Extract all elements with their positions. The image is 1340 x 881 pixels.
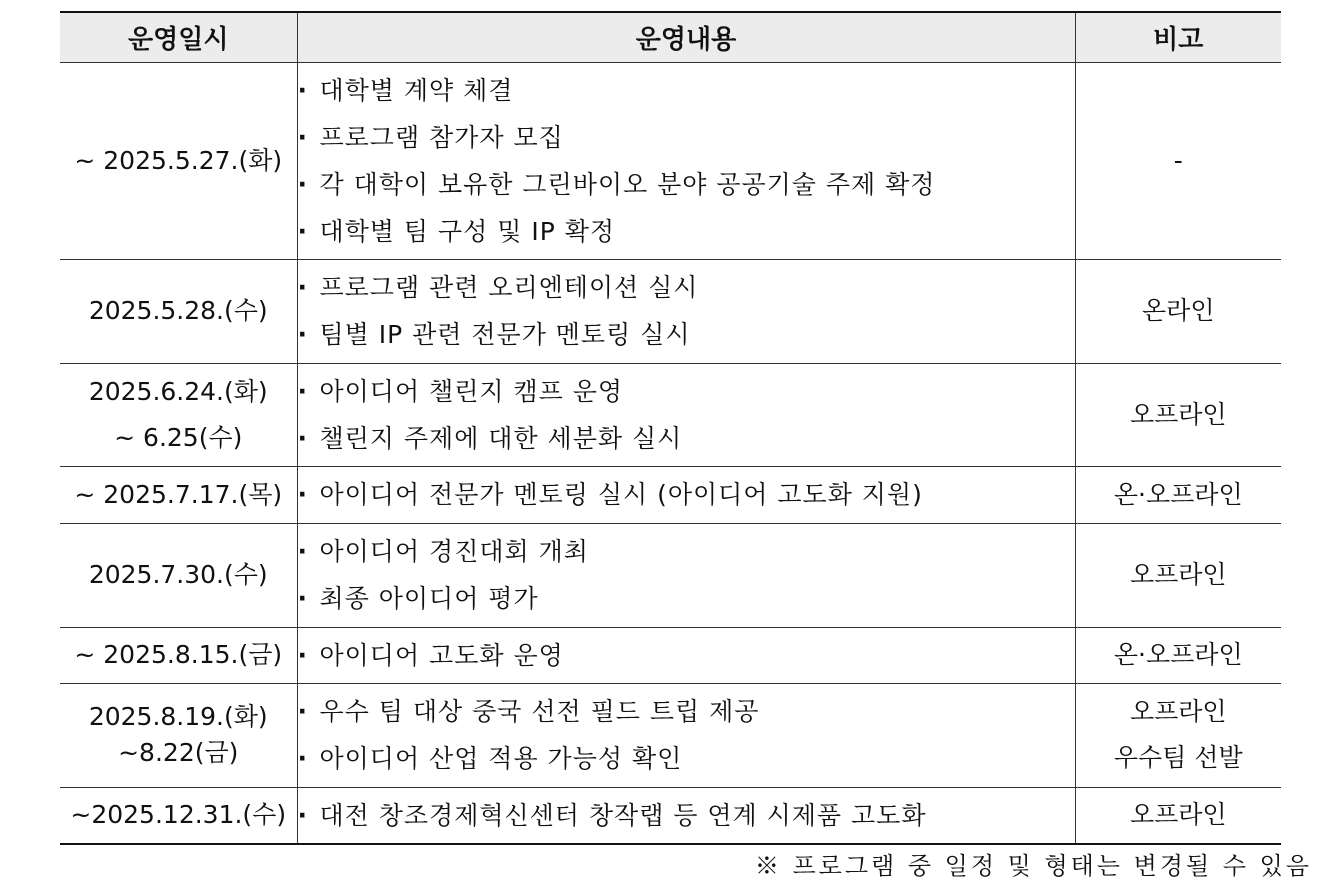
note-cell bbox=[1075, 62, 1281, 259]
note-cell bbox=[1075, 627, 1281, 683]
content-item: · 아이디어 고도화 운영 bbox=[298, 632, 1075, 679]
note-text: 온·오프라인 bbox=[1113, 479, 1243, 509]
bullet: · bbox=[297, 75, 308, 105]
footnote: ※ 프로그램 중 일정 및 형태는 변경될 수 있음 bbox=[754, 852, 1312, 880]
note-text: 오프라인 bbox=[1129, 399, 1227, 429]
content-item: · 대전 창조경제혁신센터 창작랩 등 연계 시제품 고도화 bbox=[298, 792, 1075, 839]
content-cell bbox=[297, 627, 1075, 683]
content-item: · 대학별 계약 체결 bbox=[298, 67, 1075, 114]
note-text: - bbox=[1173, 145, 1183, 175]
content-item: · 아이디어 전문가 멘토링 실시 (아이디어 고도화 지원) bbox=[298, 471, 1075, 518]
note-text: 오프라인 bbox=[1129, 697, 1227, 726]
date-text: ~2025.12.31.(수) bbox=[70, 800, 287, 830]
header-content: 운영내용 bbox=[297, 12, 1075, 62]
note-text: 오프라인 bbox=[1129, 560, 1227, 589]
table-row bbox=[60, 259, 1281, 363]
content-item: · 아이디어 산업 적용 가능성 확인 bbox=[298, 735, 1075, 782]
content-item: · 최종 아이디어 평가 bbox=[298, 575, 1075, 622]
content-item: · 아이디어 경진대회 개최 bbox=[298, 528, 1075, 575]
date-text: 2025.8.19.(화) bbox=[88, 702, 268, 731]
date-cell bbox=[60, 259, 297, 363]
date-cell bbox=[60, 466, 297, 523]
content-cell bbox=[297, 259, 1075, 363]
note-text: 오프라인 bbox=[1129, 800, 1227, 830]
date-text: 2025.7.30.(수) bbox=[88, 560, 268, 589]
note-text: 우수팀 선발 bbox=[1113, 743, 1243, 772]
header-note: 비고 bbox=[1075, 12, 1281, 62]
table-row bbox=[60, 787, 1281, 844]
content-item: · 팀별 IP 관련 전문가 멘토링 실시 bbox=[298, 311, 1075, 358]
date-text: ~ 2025.5.27.(화) bbox=[74, 145, 283, 175]
date-cell bbox=[60, 683, 297, 787]
table-row bbox=[60, 683, 1281, 787]
note-cell bbox=[1075, 683, 1281, 787]
date-text: ~ 6.25(수) bbox=[114, 422, 243, 452]
content-item: · 우수 팀 대상 중국 선전 필드 트립 제공 bbox=[298, 688, 1075, 735]
content-cell bbox=[297, 363, 1075, 466]
note-cell bbox=[1075, 523, 1281, 627]
table-row bbox=[60, 627, 1281, 683]
note-cell bbox=[1075, 787, 1281, 844]
table-row bbox=[60, 363, 1281, 466]
content-cell bbox=[297, 466, 1075, 523]
note-cell bbox=[1075, 259, 1281, 363]
table-row bbox=[60, 62, 1281, 259]
content-item: · 대학별 팀 구성 및 IP 확정 bbox=[298, 208, 1075, 255]
bullet: · bbox=[297, 640, 308, 670]
content-item: · 각 대학이 보유한 그린바이오 분야 공공기술 주제 확정 bbox=[298, 161, 1075, 208]
note-cell bbox=[1075, 363, 1281, 466]
bullet: · bbox=[297, 584, 308, 613]
content-item: · 아이디어 챌린지 캠프 운영 bbox=[298, 368, 1075, 415]
header-row bbox=[60, 12, 1281, 62]
bullet: · bbox=[297, 169, 308, 199]
content-item: · 챌린지 주제에 대한 세분화 실시 bbox=[298, 415, 1075, 462]
note-cell bbox=[1075, 466, 1281, 523]
bullet: · bbox=[297, 122, 308, 152]
content-item: · 프로그램 관련 오리엔테이션 실시 bbox=[298, 264, 1075, 311]
content-cell bbox=[297, 683, 1075, 787]
schedule-table bbox=[60, 11, 1281, 845]
table-row bbox=[60, 523, 1281, 627]
note-text: 온라인 bbox=[1142, 296, 1215, 325]
date-text: ~ 2025.8.15.(금) bbox=[74, 640, 283, 669]
note-text: 온·오프라인 bbox=[1113, 640, 1243, 669]
date-text: 2025.6.24.(화) bbox=[88, 376, 268, 406]
date-cell bbox=[60, 523, 297, 627]
bullet: · bbox=[297, 273, 308, 302]
bullet: · bbox=[297, 744, 308, 773]
bullet: · bbox=[297, 537, 308, 566]
bullet: · bbox=[297, 480, 308, 509]
content-cell bbox=[297, 62, 1075, 259]
bullet: · bbox=[297, 697, 308, 726]
bullet: · bbox=[297, 423, 308, 453]
date-cell bbox=[60, 62, 297, 259]
content-cell bbox=[297, 787, 1075, 844]
bullet: · bbox=[297, 800, 308, 830]
bullet: · bbox=[297, 320, 308, 349]
date-cell bbox=[60, 627, 297, 683]
date-text: ~ 2025.7.17.(목) bbox=[74, 479, 283, 509]
header-date: 운영일시 bbox=[60, 12, 297, 62]
table-row bbox=[60, 466, 1281, 523]
date-cell bbox=[60, 363, 297, 466]
date-text: 2025.5.28.(수) bbox=[88, 296, 268, 325]
date-cell bbox=[60, 787, 297, 844]
bullet: · bbox=[297, 216, 308, 246]
date-text: ~8.22(금) bbox=[118, 738, 239, 767]
bullet: · bbox=[297, 376, 308, 406]
content-item: · 프로그램 참가자 모집 bbox=[298, 114, 1075, 161]
content-cell bbox=[297, 523, 1075, 627]
